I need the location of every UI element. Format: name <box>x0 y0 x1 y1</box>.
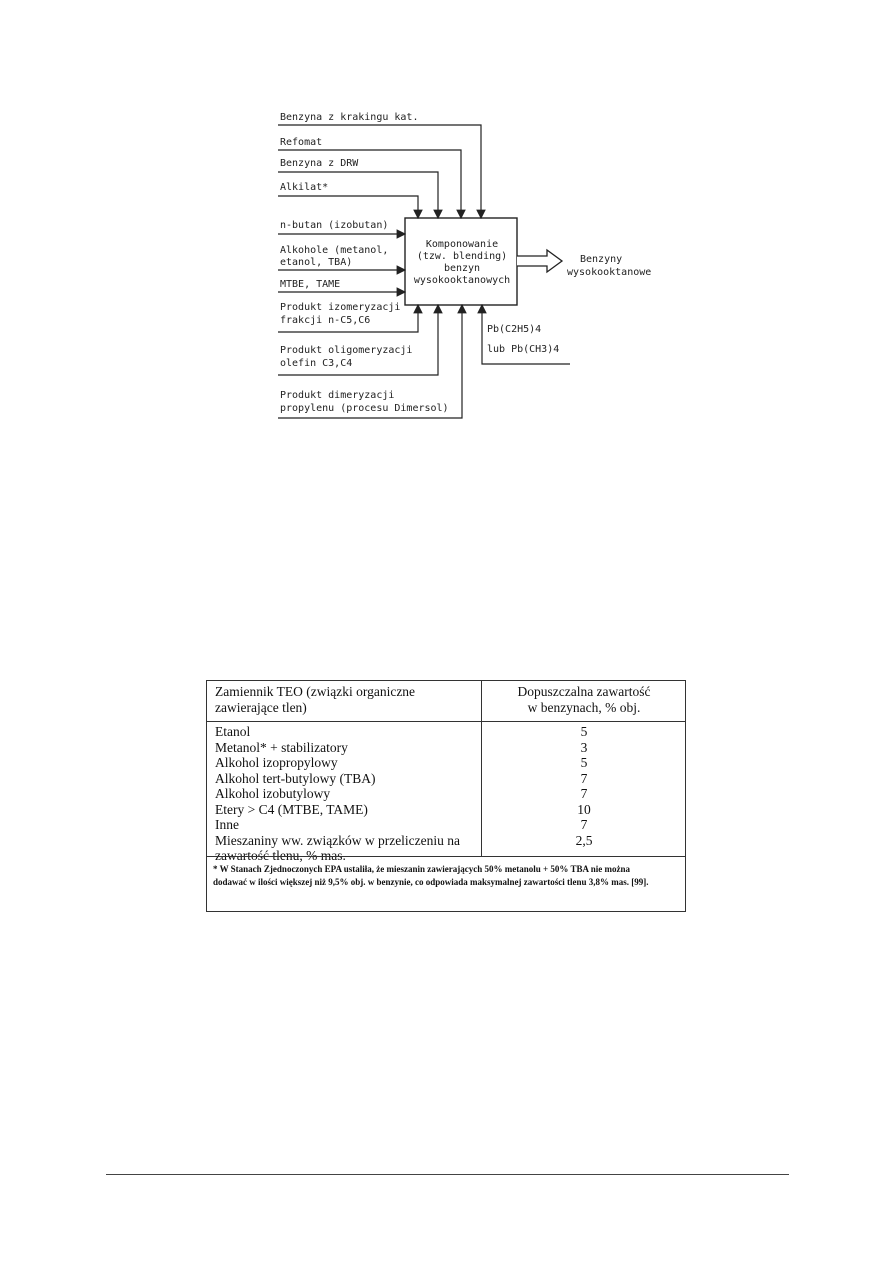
footnote-line-1: * W Stanach Zjednoczonych EPA ustaliła, że mieszanin zawierających 50% metanolu + 50% TBA nie można <box>213 864 630 874</box>
header-oxygenate <box>215 684 477 716</box>
footnote-line-2: dodawać w ilości większej niż 9,5% obj. w benzynie, co odpowiada maksymalnej zawartości tlenu 3,8% mas. [99]. <box>213 877 649 887</box>
footnote-separator <box>207 856 685 857</box>
table-row <box>207 740 685 756</box>
output-label-2: wysokooktanowe <box>567 267 652 278</box>
row-name: Etanol <box>215 724 251 739</box>
input-label-kraking: Benzyna z krakingu kat. <box>280 112 419 123</box>
header-allowed-content <box>485 684 683 716</box>
table-row <box>207 755 685 771</box>
table-row <box>207 833 685 849</box>
blending-diagram <box>0 0 893 460</box>
row-value: 7 <box>580 817 588 832</box>
input-label-butan: n-butan (izobutan) <box>280 220 389 231</box>
header-allowed-line-2: w benzynach, % obj. <box>527 700 641 715</box>
output-label-1: Benzyny <box>580 254 623 265</box>
box-line-1: Komponowanie <box>425 239 499 250</box>
box-line-4: wysokooktanowych <box>413 275 511 286</box>
table-footnote <box>213 863 679 889</box>
input-label-alkohole-1: Alkohole (metanol, <box>280 245 389 256</box>
table-header <box>207 681 685 722</box>
output-arrow <box>517 250 562 272</box>
row-value: 5 <box>580 724 588 739</box>
header-oxygenate-line-1: Zamiennik TEO (związki organiczne <box>215 684 416 699</box>
input-label-izomeryzacja-1: Produkt izomeryzacji <box>280 302 401 313</box>
row-name: Inne <box>215 817 239 832</box>
row-name: Alkohol tert-butylowy (TBA) <box>215 770 376 786</box>
header-allowed-line-1: Dopuszczalna zawartość <box>517 684 651 699</box>
additive-label-1: Pb(C2H5)4 <box>487 324 542 335</box>
input-label-drw: Benzyna z DRW <box>280 158 359 169</box>
table-row <box>207 786 685 802</box>
table-row <box>207 817 685 833</box>
row-name: Metanol* + stabilizatory <box>215 739 348 755</box>
input-label-reformat: Refomat <box>280 137 323 148</box>
table-row <box>207 802 685 818</box>
row-value: 7 <box>580 770 588 786</box>
input-label-izomeryzacja-2: frakcji n-C5,C6 <box>280 315 371 326</box>
box-line-2: (tzw. blending) <box>416 251 508 262</box>
input-arrow-alkilat <box>278 196 418 218</box>
row-value: 3 <box>580 739 588 755</box>
table-row <box>207 724 685 740</box>
input-label-alkilat: Alkilat* <box>280 182 329 193</box>
input-arrow-drw <box>278 172 438 218</box>
input-label-mtbe: MTBE, TAME <box>280 279 341 290</box>
row-value: 5 <box>580 755 588 770</box>
row-value: 10 <box>577 801 591 817</box>
oxygenates-table <box>206 680 686 912</box>
row-name: Alkohol izopropylowy <box>215 755 338 770</box>
table-body <box>207 724 685 864</box>
input-label-dimeryzacja-2: propylenu (procesu Dimersol) <box>280 403 449 414</box>
input-label-oligomeryzacja-2: olefin C3,C4 <box>280 358 353 369</box>
header-oxygenate-line-2: zawierające tlen) <box>215 700 307 715</box>
row-name: zawartość tlenu, % mas. <box>215 848 346 863</box>
input-label-dimeryzacja-1: Produkt dimeryzacji <box>280 390 395 401</box>
input-label-oligomeryzacja-1: Produkt oligomeryzacji <box>280 345 413 356</box>
table-row <box>207 771 685 787</box>
row-value: 7 <box>580 786 588 801</box>
row-value: 2,5 <box>575 832 593 848</box>
additive-label-2: lub Pb(CH3)4 <box>487 344 560 355</box>
row-name: Mieszaniny ww. związków w przeliczeniu na <box>215 832 461 848</box>
row-name: Alkohol izobutylowy <box>215 786 331 801</box>
row-name: Etery > C4 (MTBE, TAME) <box>215 801 368 817</box>
box-line-3: benzyn <box>443 263 481 274</box>
input-label-alkohole-2: etanol, TBA) <box>280 257 353 268</box>
page-footer-rule <box>106 1174 789 1175</box>
